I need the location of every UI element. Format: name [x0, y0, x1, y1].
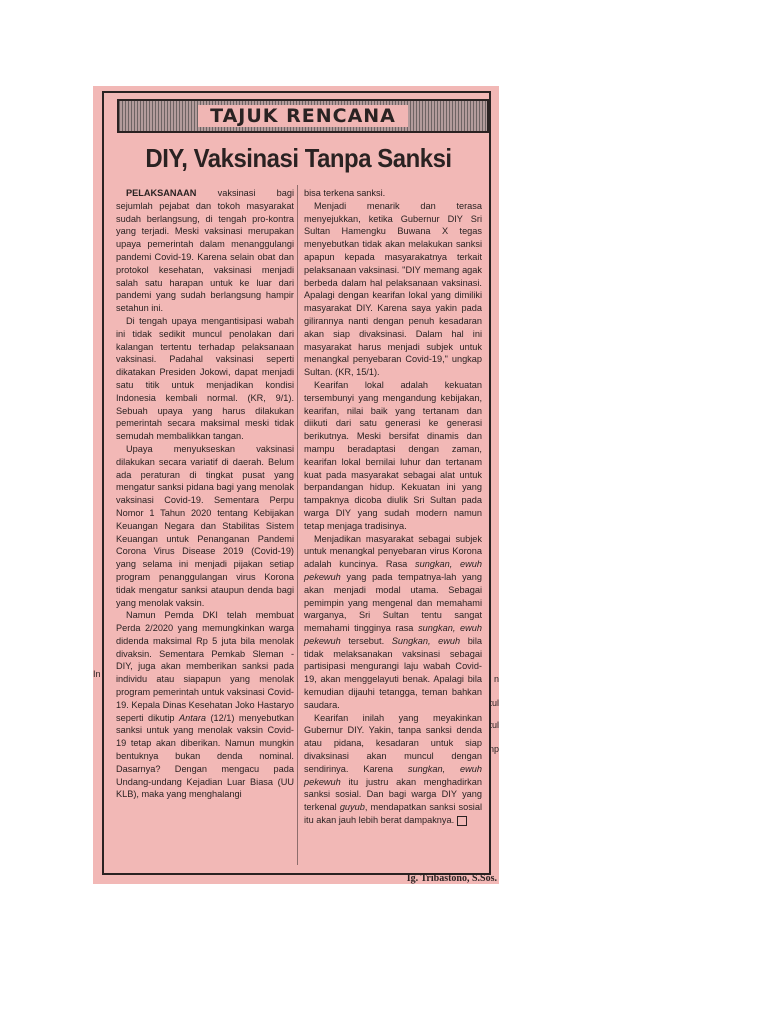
margin-fragment: np — [488, 744, 499, 754]
paragraph: Menjadi menarik dan terasa menyejukkan, ketika Gubernur DIY Sri Sultan Hamengku Buwana X tegas menyebutkan tidak akan melakukan sanksi apapun kepada masyarakatnya terkait pelaksanaan vaksinasi. "DIY memang agak berbeda dalam hal pelaksanaan vaksinasi. Apalagi dengan kearifan lokal yang dimiliki masyarakat DIY. Karena saya yakin pada gilirannya nanti dengan penuh kesadaran akan siap divaksinasi. Dalam hal ini masyarakat harus menjadi subjek untuk menangkal penyebaran Covid-19," ungkap Sultan. (KR, 15/1). — [304, 200, 482, 378]
column-divider — [297, 185, 298, 865]
margin-fragment: tul — [489, 698, 499, 708]
paragraph — [116, 187, 294, 315]
paragraph-text: yang pada tempatnya-lah yang akan menjadi modal utama. Sebagai pemimpin yang mengenal dan memahami warganya, Sri Sultan tentu sangat memahami tingginya rasa — [304, 571, 482, 634]
paragraph-text: itu justru akan menghadirkan sanksi sosial. Dan bagi warga DIY yang terkenal — [304, 776, 482, 813]
left-column — [116, 187, 294, 801]
emphasis: Sungkan, ewuh — [391, 635, 461, 646]
editorial-clipping — [93, 86, 499, 884]
paragraph: bisa terkena sanksi. — [304, 188, 386, 198]
headline: DIY, Vaksinasi Tanpa Sanksi — [145, 143, 452, 173]
paragraph: Upaya menyukseskan vaksinasi dilakukan secara variatif di daerah. Belum ada peraturan di tingkat pusat yang mengatur sanksi pidana bagi yang menolak vaksinasi Covid-19. Sementara Perpu Nomor 1 Tahun 2020 tentang Kebijakan Keuangan Negara dan Stabilitas Sistem Keuangan untuk Penanganan Pandemi Corona Virus Disease 2019 (Covid-19) yang selama ini menjadi pijakan setiap program penanggulangan virus Korona tidak mengatur sanksi ataupun denda bagi yang menolak vaksin. — [116, 443, 294, 608]
lead-word: PELAKSANAAN — [126, 188, 197, 198]
paragraph-text: Menjadikan masyarakat sebagai subjek untuk menangkal penyebaran virus Korona adalah kuncinya. Rasa — [304, 533, 482, 570]
paragraph-text: , mendapatkan sanksi sosial itu akan jauh lebih berat dampaknya. — [304, 802, 482, 826]
paragraph-text: vaksinasi bagi sejumlah pejabat dan tokoh masyarakat sudah berlangsung, di tengah pro-kontra yang terjadi. Meski vaksinasi merupakan upaya pemerintah dalam menanggulangi pandemi Covid-19. Karena selain obat dan protokol kesehatan, vaksinasi menjadi salah satu harapan untuk ke luar dari pandemi yang sudah berlangsung hampir setahun ini. — [116, 188, 294, 314]
rubric-title: TAJUK RENCANA — [198, 105, 408, 127]
right-column — [304, 187, 482, 827]
paragraph: Di tengah upaya mengantisipasi wabah ini tidak sedikit muncul penolakan dari kalangan tertentu terhadap pelaksanaan vaksinasi. Padahal vaksinasi seperti dikatakan Presiden Jokowi, dapat menjadi satu titik untuk menjadikan kondisi Indonesia kembali normal. (KR, 9/1). Sebuah upaya yang harus dilakukan pemerintah secara maksimal meski tidak semudah membalikkan tangan. — [116, 315, 294, 442]
paragraph-text: tersebut. — [348, 635, 385, 646]
emphasis: sungkan, ewuh pekewuh — [304, 763, 483, 787]
source-name: Antara — [178, 712, 207, 723]
end-mark-icon — [457, 816, 467, 826]
margin-fragment: tul — [489, 720, 499, 730]
paragraph-text: Kearifan inilah yang meyakinkan Gubernur DIY. Yakin, tanpa sanksi denda atau pidana, kesadaran untuk siap divaksinasi akan muncul dengan sendirinya. Karena — [304, 712, 482, 774]
paragraph-text: (12/1) menyebutkan sanksi untuk yang menolak vaksin Covid-19 tetap akan diberikan. Namun mungkin bentuknya bukan denda nominal. Dasarnya? Dengan mengacu pada Undang-undang Kejadian Luar Biasa (UU KLB), maka yang menghalangi — [116, 712, 294, 800]
paragraph — [304, 533, 482, 712]
rubric-banner — [117, 99, 489, 133]
editorial-frame — [102, 91, 491, 875]
paragraph — [304, 712, 482, 827]
paragraph: Kearifan lokal adalah kekuatan tersembunyi yang mengandung kebijakan, kearifan, nilai baik yang tertanam dan diikuti dari satu generasi ke generasi berikutnya. Meski bersifat dinamis dan mampu beradaptasi dengan zaman, kearifan lokal bernilai luhur dan tertanam kuat pada masyarakat sebagai alat untuk berpandangan hidup. Kekuatan ini yang tampaknya dicoba diulik Sri Sultan pada warga DIY yang sudah modern namun tetap menjaga tradisinya. — [304, 379, 482, 531]
paragraph-text: bila tidak melaksanakan vaksinasi sebagai partisipasi mengurangi laju wabah Covid-19, akan menggelayuti benak. Apalagi bila kemudian dijauhi tetangga, teman bahkan saudara. — [304, 635, 482, 710]
emphasis: sungkan, ewuh pekewuh — [304, 559, 482, 582]
paragraph — [116, 609, 294, 801]
emphasis: guyub — [339, 802, 365, 813]
margin-fragment: n — [493, 674, 499, 684]
paragraph-text: Namun Pemda DKI telah membuat Perda 2/2020 yang memungkinkan warga didenda maksimal Rp 5 juta bila menolak divaksin. Sementara Pemkab Sleman - DIY, juga akan memberikan sanksi pada individu atau siapapun yang menolak program pemerintah untuk vaksinasi Covid-19. Kepala Dinas Kesehatan Joko Hastaryo seperti dikutip — [116, 610, 294, 723]
byline: Ig. Tribastono, S.Sos. — [406, 873, 497, 884]
emphasis: sungkan, ewuh pekewuh — [304, 623, 482, 646]
margin-fragment: In — [93, 669, 101, 679]
